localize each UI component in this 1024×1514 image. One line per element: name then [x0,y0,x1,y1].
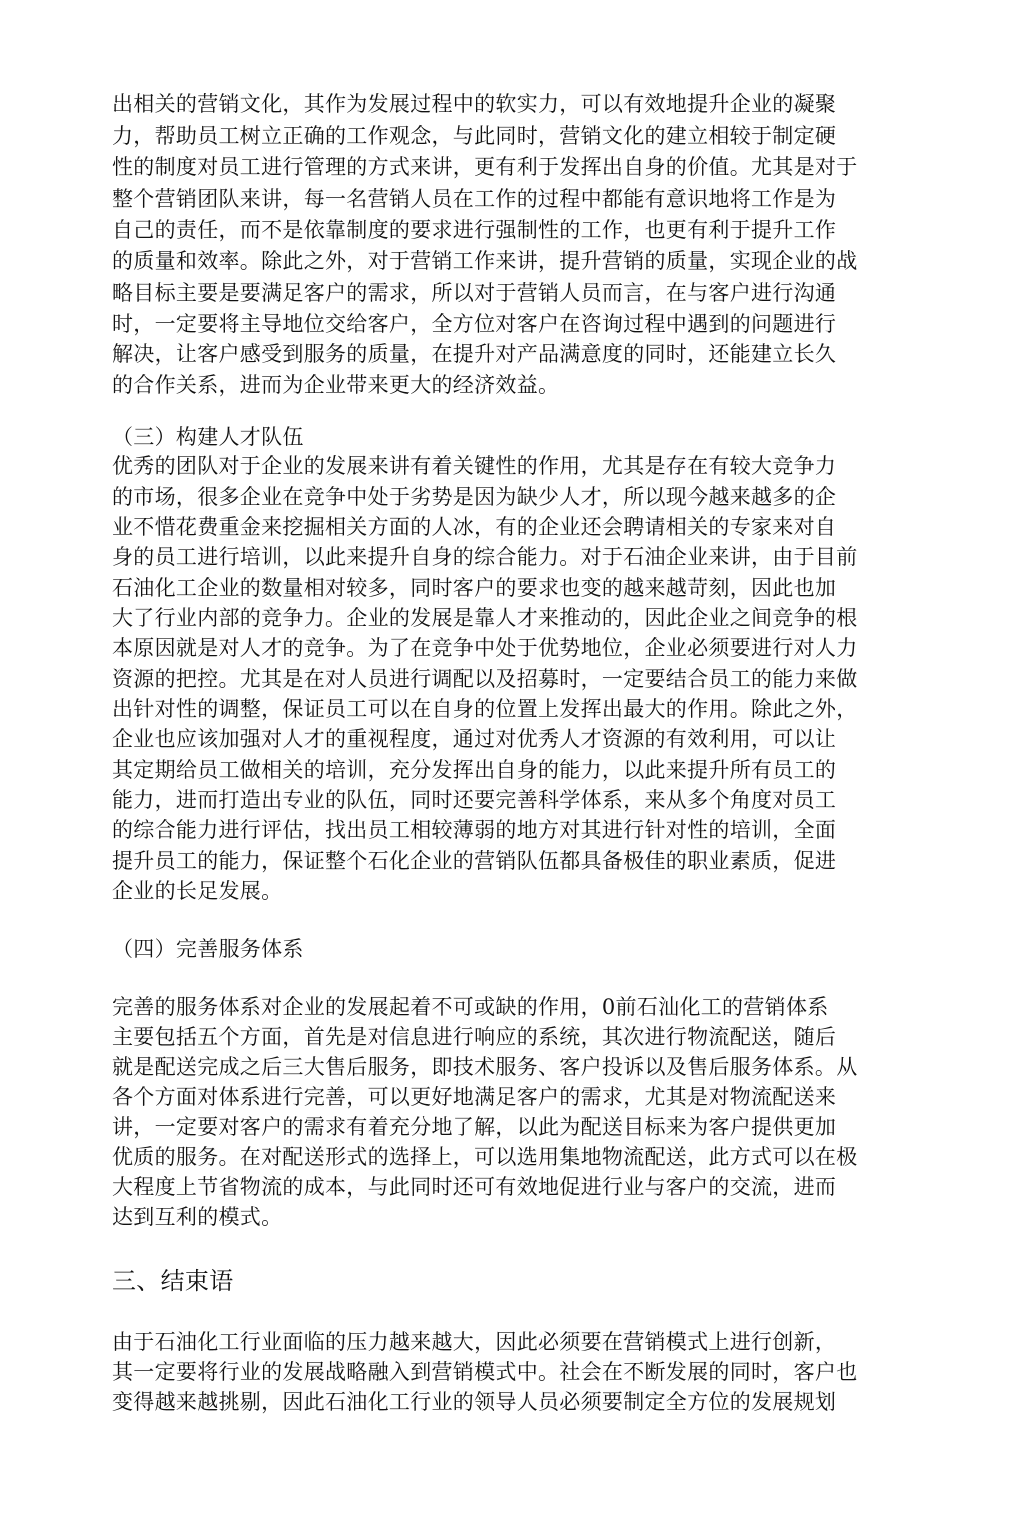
text-line: 身的员工进行培训，以此来提升自身的综合能力。对于石油企业来讲，由于目前 [112,545,858,569]
text-line: 的市场，很多企业在竞争中处于劣势是因为缺少人才，所以现今越来越多的企 [112,485,837,509]
text-line: 的综合能力进行评估，找出员工相较薄弱的地方对其进行针对性的培训，全面 [112,818,837,842]
text-line: 达到互利的模式。 [112,1205,283,1229]
text-line: 其定期给员工做相关的培训，充分发挥出自身的能力，以此来提升所有员工的 [112,758,837,782]
text-line: 企业也应该加强对人才的重视程度，通过对优秀人才资源的有效利用，可以让 [112,727,837,751]
text-line: 就是配送完成之后三大售后服务，即技术服务、客户投诉以及售后服务体系。从 [112,1055,858,1079]
text-line: 力，帮助员工树立正确的工作观念，与此同时，营销文化的建立相较于制定硬 [112,124,837,148]
text-line: 整个营销团队来讲，每一名营销人员在工作的过程中都能有意识地将工作是为 [112,187,837,211]
text-line: 性的制度对员工进行管理的方式来讲，更有利于发挥出自身的价值。尤其是对于 [112,155,858,179]
text-line: 大程度上节省物流的成本，与此同时还可有效地促进行业与客户的交流，进而 [112,1175,837,1199]
text-line: 出针对性的调整，保证员工可以在自身的位置上发挥出最大的作用。除此之外， [112,697,858,721]
text-line: 的合作关系，进而为企业带来更大的经济效益。 [112,373,560,397]
subheading-service-system: （四）完善服务体系 [112,937,304,961]
text-line: 由于石油化工行业面临的压力越来越大，因此必须要在营销模式上进行创新， [112,1330,837,1354]
text-line: 资源的把控。尤其是在对人员进行调配以及招募时，一定要结合员工的能力来做 [112,667,858,691]
text-line: 其一定要将行业的发展战略融入到营销模式中。社会在不断发展的同时，客户也 [112,1360,858,1384]
text-line: 自己的责任，而不是依靠制度的要求进行强制性的工作，也更有利于提升工作 [112,218,837,242]
text-line: 企业的长足发展。 [112,879,283,903]
text-line: 各个方面对体系进行完善，可以更好地满足客户的需求，尤其是对物流配送来 [112,1085,837,1109]
subheading-talent-team: （三）构建人才队伍 [112,425,304,449]
text-line: 业不惜花费重金来挖掘相关方面的人冰，有的企业还会聘请相关的专家来对自 [112,515,837,539]
text-line: 大了行业内部的竞争力。企业的发展是靠人才来推动的，因此企业之间竞争的根 [112,606,858,630]
text-line: 变得越来越挑剔，因此石油化工行业的领导人员必须要制定全方位的发展规划 [112,1390,837,1414]
text-line: 解决，让客户感受到服务的质量，在提升对产品满意度的同时，还能建立长久 [112,342,837,366]
text-line: 优质的服务。在对配送形式的选择上，可以选用集地物流配送，此方式可以在极 [112,1145,858,1169]
text-line: 讲，一定要对客户的需求有着充分地了解，以此为配送目标来为客户提供更加 [112,1115,837,1139]
text-line: 石油化工企业的数量相对较多，同时客户的要求也变的越来越苛刻，因此也加 [112,576,837,600]
text-line: 提升员工的能力，保证整个石化企业的营销队伍都具备极佳的职业素质，促进 [112,849,837,873]
text-line: 出相关的营销文化，其作为发展过程中的软实力，可以有效地提升企业的凝聚 [112,92,837,116]
text-line: 优秀的团队对于企业的发展来讲有着关键性的作用，尤其是存在有较大竞争力 [112,454,837,478]
text-line: 完善的服务体系对企业的发展起着不可或缺的作用，0前石汕化工的营销体系 [112,995,829,1019]
text-line: 的质量和效率。除此之外，对于营销工作来讲，提升营销的质量，实现企业的战 [112,249,858,273]
text-line: 能力，进而打造出专业的队伍，同时还要完善科学体系，来从多个角度对员工 [112,788,837,812]
text-line: 本原因就是对人才的竞争。为了在竞争中处于优势地位，企业必须要进行对人力 [112,636,858,660]
text-line: 略目标主要是要满足客户的需求，所以对于营销人员而言，在与客户进行沟通 [112,281,837,305]
text-line: 时，一定要将主导地位交给客户，全方位对客户在咨询过程中遇到的问题进行 [112,312,837,336]
text-line: 主要包括五个方面，首先是对信息进行响应的系统，其次进行物流配送，随后 [112,1025,837,1049]
section-heading-conclusion: 三、结束语 [112,1267,234,1295]
